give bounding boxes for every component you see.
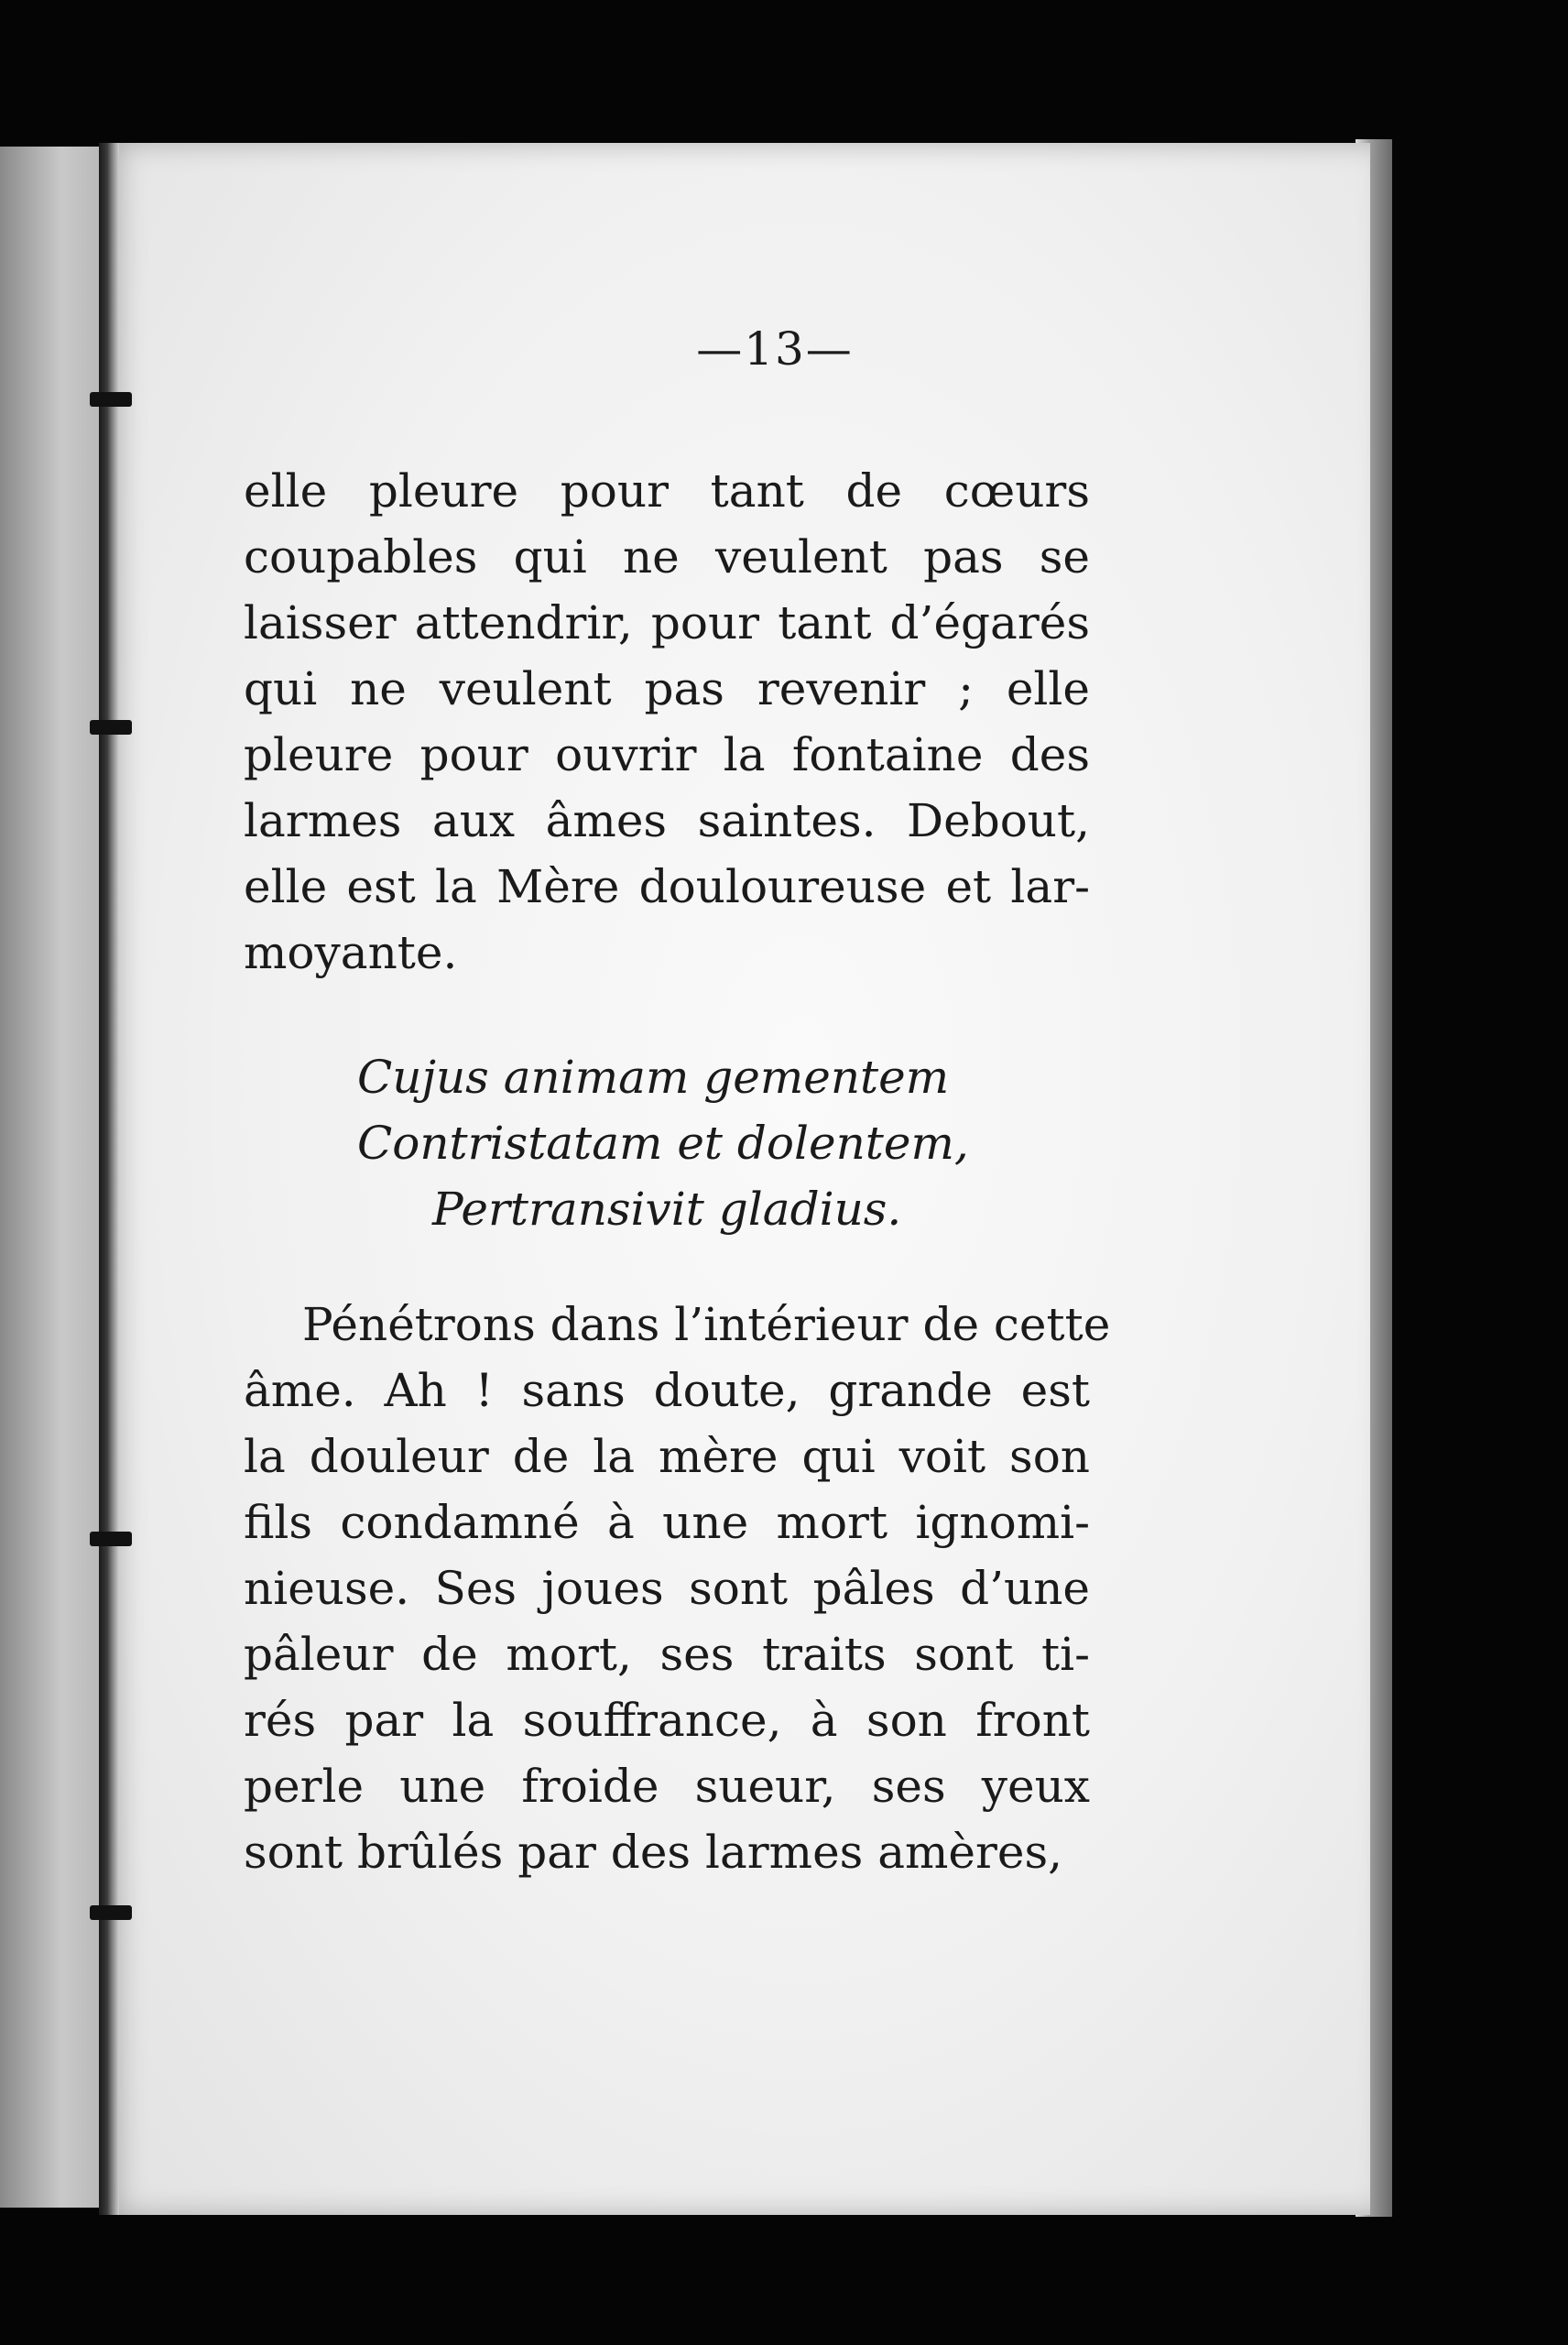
verse-line: Cujus animam gementem — [357, 1051, 950, 1104]
text-line: moyante. — [244, 926, 458, 979]
text-line: laisser attendrir, pour tant d’égarés — [244, 596, 1090, 649]
binding-stitch — [90, 1532, 132, 1546]
text-line: elle pleure pour tant de cœurs — [244, 464, 1090, 518]
text-line: rés par la souffrance, à son front — [244, 1694, 1090, 1747]
text-line: nieuse. Ses joues sont pâles d’une — [244, 1562, 1090, 1615]
text-line: qui ne veulent pas revenir ; elle — [244, 662, 1090, 715]
page-number: —13— — [696, 322, 854, 376]
text-line: larmes aux âmes saintes. Debout, — [244, 794, 1090, 847]
paragraph-2 — [244, 1292, 1111, 1885]
text-line: perle une froide sueur, ses yeux — [244, 1760, 1090, 1813]
text-line: Pénétrons dans l’intérieur de cette — [302, 1298, 1111, 1351]
text-line: la douleur de la mère qui voit son — [244, 1430, 1090, 1483]
text-line: coupables qui ne veulent pas se — [244, 530, 1090, 584]
binding-stitch — [90, 1905, 132, 1920]
verse-line: Pertransivit gladius. — [432, 1183, 902, 1236]
paragraph-1 — [244, 458, 1090, 986]
text-line: âme. Ah ! sans doute, grande est — [244, 1364, 1090, 1417]
binding-stitch — [90, 392, 132, 407]
text-line: pleure pour ouvrir la fontaine des — [244, 728, 1090, 781]
text-line: sont brûlés par des larmes amères, — [244, 1826, 1063, 1879]
latin-verse — [357, 1044, 969, 1242]
text-line: fils condamné à une mort ignomi- — [244, 1496, 1090, 1549]
verse-line: Contristatam et dolentem, — [357, 1117, 969, 1170]
facing-page-edge — [0, 147, 112, 2208]
text-line: pâleur de mort, ses traits sont ti- — [244, 1628, 1090, 1681]
binding-spine — [99, 143, 119, 2215]
text-line: elle est la Mère douloureuse et lar- — [244, 860, 1090, 913]
binding-stitch — [90, 720, 132, 735]
